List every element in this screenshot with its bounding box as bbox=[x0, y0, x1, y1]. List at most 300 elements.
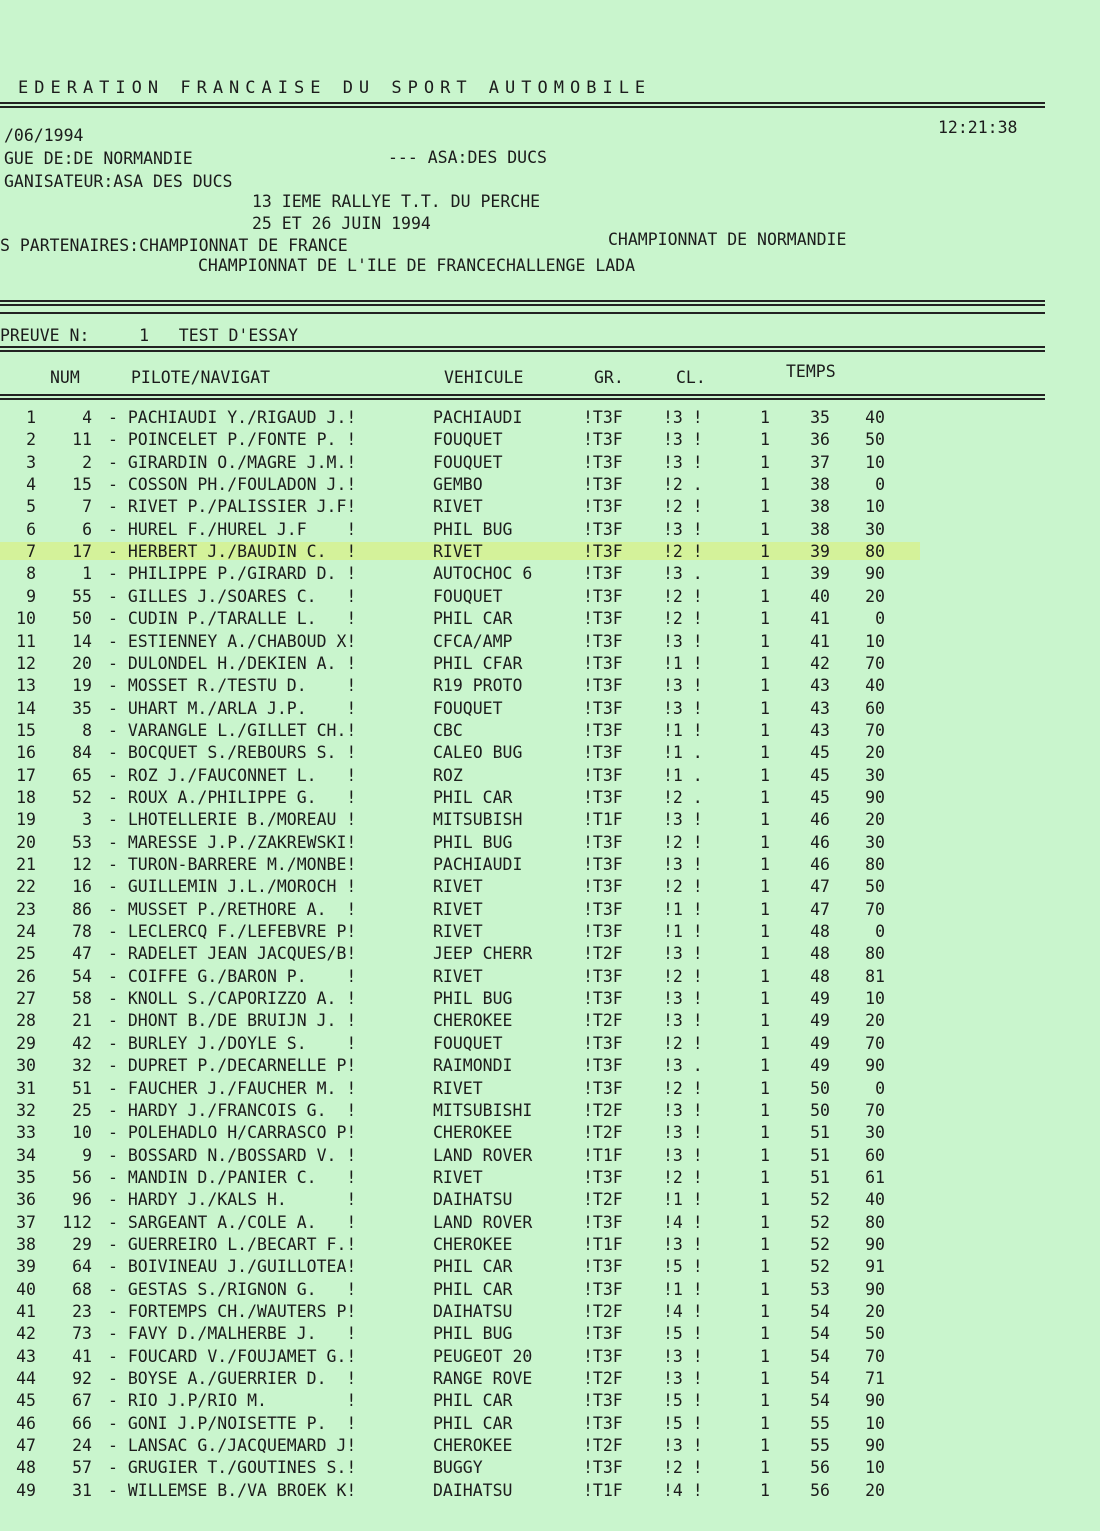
row-seconds: 20 bbox=[865, 743, 885, 763]
row-lap: 1 bbox=[760, 542, 770, 562]
row-seconds: 20 bbox=[865, 586, 885, 606]
row-rank: 1 bbox=[26, 408, 36, 427]
row-seconds: 90 bbox=[865, 1279, 885, 1299]
section-rule-2 bbox=[0, 312, 1045, 314]
row-vehicule: RIVET bbox=[433, 497, 483, 517]
row-vehicule: PHIL CFAR bbox=[433, 653, 523, 673]
row-lap: 1 bbox=[760, 1302, 770, 1321]
row-lap: 1 bbox=[760, 1480, 770, 1500]
row-seconds: 20 bbox=[865, 1011, 885, 1031]
row-minutes: 42 bbox=[810, 653, 830, 673]
row-vehicule: RIVET bbox=[433, 542, 483, 562]
row-seconds: 20 bbox=[865, 810, 885, 830]
row-group: !T3F bbox=[583, 430, 623, 450]
row-minutes: 38 bbox=[810, 475, 830, 495]
row-minutes: 51 bbox=[810, 1145, 830, 1165]
row-num: 112 bbox=[62, 1212, 92, 1232]
row-class: !1 ! bbox=[663, 922, 703, 942]
row-pilote: - ROZ J./FAUCONNET L. ! bbox=[108, 765, 357, 785]
row-num: 15 bbox=[72, 475, 92, 495]
row-pilote: - POLEHADLO H/CARRASCO P! bbox=[108, 1123, 357, 1143]
row-minutes: 45 bbox=[810, 787, 830, 807]
col-cl: CL. bbox=[676, 368, 706, 387]
row-group: !T1F bbox=[583, 1145, 623, 1165]
row-class: !3 ! bbox=[663, 989, 703, 1009]
table-row bbox=[0, 989, 1000, 1011]
row-seconds: 90 bbox=[865, 564, 885, 584]
event-dates: 25 ET 26 JUIN 1994 bbox=[252, 214, 431, 233]
row-minutes: 49 bbox=[810, 1056, 830, 1076]
row-vehicule: PACHIAUDI bbox=[433, 855, 523, 874]
row-class: !4 ! bbox=[663, 1480, 703, 1500]
row-num: 31 bbox=[72, 1480, 92, 1500]
row-vehicule: LAND ROVER bbox=[433, 1145, 533, 1165]
row-seconds: 90 bbox=[865, 1234, 885, 1254]
row-rank: 28 bbox=[16, 1011, 36, 1031]
row-pilote: - ESTIENNEY A./CHABOUD X! bbox=[108, 631, 357, 651]
row-group: !T3F bbox=[583, 1167, 623, 1187]
col-vehicule: VEHICULE bbox=[444, 368, 524, 387]
row-seconds: 40 bbox=[865, 1190, 885, 1210]
table-row bbox=[0, 1257, 1000, 1279]
table-row bbox=[0, 1034, 1000, 1056]
row-lap: 1 bbox=[760, 430, 770, 450]
row-seconds: 90 bbox=[865, 1056, 885, 1076]
table-row bbox=[0, 408, 1000, 430]
row-minutes: 55 bbox=[810, 1413, 830, 1433]
table-row bbox=[0, 587, 1000, 609]
row-rank: 39 bbox=[16, 1257, 36, 1277]
row-lap: 1 bbox=[760, 1369, 770, 1389]
row-num: 29 bbox=[72, 1234, 92, 1254]
row-vehicule: BUGGY bbox=[433, 1458, 483, 1478]
row-lap: 1 bbox=[760, 519, 770, 539]
row-seconds: 70 bbox=[865, 899, 885, 919]
row-pilote: - LHOTELLERIE B./MOREAU ! bbox=[108, 810, 357, 830]
row-lap: 1 bbox=[760, 676, 770, 696]
row-seconds: 30 bbox=[865, 765, 885, 785]
row-class: !3 ! bbox=[663, 1346, 703, 1366]
row-rank: 14 bbox=[16, 698, 36, 718]
row-pilote: - PHILIPPE P./GIRARD D. ! bbox=[108, 564, 357, 584]
row-minutes: 46 bbox=[810, 832, 830, 852]
row-lap: 1 bbox=[760, 1190, 770, 1210]
row-pilote: - HARDY J./KALS H. ! bbox=[108, 1190, 357, 1210]
row-num: 12 bbox=[72, 855, 92, 874]
row-num: 20 bbox=[72, 653, 92, 673]
row-vehicule: CBC bbox=[433, 720, 463, 740]
row-lap: 1 bbox=[760, 810, 770, 830]
row-vehicule: JEEP CHERR bbox=[433, 944, 533, 964]
row-vehicule: RANGE ROVE bbox=[433, 1369, 533, 1389]
row-minutes: 52 bbox=[810, 1257, 830, 1277]
row-seconds: 71 bbox=[865, 1369, 885, 1389]
row-minutes: 37 bbox=[810, 452, 830, 472]
row-rank: 15 bbox=[16, 720, 36, 740]
row-vehicule: CHEROKEE bbox=[433, 1436, 513, 1456]
row-seconds: 70 bbox=[865, 653, 885, 673]
row-minutes: 56 bbox=[810, 1480, 830, 1500]
row-seconds: 60 bbox=[865, 1145, 885, 1165]
row-seconds: 70 bbox=[865, 1346, 885, 1366]
table-row bbox=[0, 1369, 1000, 1391]
row-rank: 34 bbox=[16, 1145, 36, 1165]
table-row bbox=[0, 1481, 1000, 1503]
table-row bbox=[0, 699, 1000, 721]
row-seconds: 10 bbox=[865, 631, 885, 651]
row-class: !2 ! bbox=[663, 832, 703, 852]
row-lap: 1 bbox=[760, 497, 770, 517]
table-row bbox=[0, 1168, 1000, 1190]
table-row bbox=[0, 1302, 1000, 1324]
row-minutes: 50 bbox=[810, 1100, 830, 1120]
table-row bbox=[0, 1324, 1000, 1346]
row-group: !T2F bbox=[583, 944, 623, 964]
row-group: !T1F bbox=[583, 810, 623, 830]
row-pilote: - MARESSE J.P./ZAKREWSKI! bbox=[108, 832, 357, 852]
table-row bbox=[0, 430, 1000, 452]
row-group: !T3F bbox=[583, 989, 623, 1009]
row-minutes: 50 bbox=[810, 1078, 830, 1098]
row-class: !2 ! bbox=[663, 609, 703, 629]
row-seconds: 50 bbox=[865, 877, 885, 897]
table-row bbox=[0, 1011, 1000, 1033]
row-rank: 7 bbox=[26, 542, 36, 562]
row-lap: 1 bbox=[760, 564, 770, 584]
row-pilote: - HUREL F./HUREL J.F ! bbox=[108, 519, 357, 539]
row-num: 53 bbox=[72, 832, 92, 852]
row-group: !T2F bbox=[583, 1100, 623, 1120]
row-class: !3 ! bbox=[663, 1123, 703, 1143]
row-num: 16 bbox=[72, 877, 92, 897]
row-lap: 1 bbox=[760, 966, 770, 986]
row-pilote: - BOSSARD N./BOSSARD V. ! bbox=[108, 1145, 357, 1165]
row-lap: 1 bbox=[760, 1279, 770, 1299]
row-minutes: 41 bbox=[810, 609, 830, 629]
row-group: !T3F bbox=[583, 899, 623, 919]
table-row bbox=[0, 1056, 1000, 1078]
row-num: 64 bbox=[72, 1257, 92, 1277]
row-rank: 20 bbox=[16, 832, 36, 852]
row-group: !T2F bbox=[583, 1123, 623, 1143]
table-row bbox=[0, 1213, 1000, 1235]
row-lap: 1 bbox=[760, 855, 770, 874]
row-num: 32 bbox=[72, 1056, 92, 1076]
row-num: 1 bbox=[82, 564, 92, 584]
row-class: !1 ! bbox=[663, 720, 703, 740]
row-minutes: 47 bbox=[810, 899, 830, 919]
row-lap: 1 bbox=[760, 1123, 770, 1143]
row-minutes: 54 bbox=[810, 1324, 830, 1344]
row-rank: 19 bbox=[16, 810, 36, 830]
row-minutes: 45 bbox=[810, 765, 830, 785]
row-num: 14 bbox=[72, 631, 92, 651]
row-minutes: 41 bbox=[810, 631, 830, 651]
row-class: !5 ! bbox=[663, 1257, 703, 1277]
row-pilote: - RIO J.P/RIO M. ! bbox=[108, 1391, 357, 1411]
row-lap: 1 bbox=[760, 922, 770, 942]
row-vehicule: FOUQUET bbox=[433, 430, 503, 450]
col-gr: GR. bbox=[594, 368, 624, 387]
federation-title: EDERATION FRANCAISE DU SPORT AUTOMOBILE bbox=[18, 78, 652, 98]
row-class: !3 . bbox=[663, 1056, 703, 1076]
row-num: 56 bbox=[72, 1167, 92, 1187]
row-vehicule: RIVET bbox=[433, 899, 483, 919]
row-rank: 47 bbox=[16, 1436, 36, 1456]
row-minutes: 52 bbox=[810, 1212, 830, 1232]
row-rank: 8 bbox=[26, 564, 36, 584]
row-vehicule: FOUQUET bbox=[433, 452, 503, 472]
row-class: !4 ! bbox=[663, 1302, 703, 1321]
table-row bbox=[0, 766, 1000, 788]
partners-line-2: CHAMPIONNAT DE L'ILE DE FRANCECHALLENGE LADA bbox=[198, 256, 636, 275]
row-seconds: 0 bbox=[875, 475, 885, 495]
row-rank: 5 bbox=[26, 497, 36, 517]
row-lap: 1 bbox=[760, 1011, 770, 1031]
row-num: 92 bbox=[72, 1369, 92, 1389]
row-num: 21 bbox=[72, 1011, 92, 1031]
row-seconds: 10 bbox=[865, 1458, 885, 1478]
row-num: 84 bbox=[72, 743, 92, 763]
event-name: 13 IEME RALLYE T.T. DU PERCHE bbox=[252, 192, 541, 211]
row-rank: 42 bbox=[16, 1324, 36, 1344]
row-class: !3 ! bbox=[663, 519, 703, 539]
row-pilote: - GESTAS S./RIGNON G. ! bbox=[108, 1279, 357, 1299]
row-num: 17 bbox=[72, 542, 92, 562]
row-group: !T3F bbox=[583, 765, 623, 785]
row-pilote: - DUPRET P./DECARNELLE P! bbox=[108, 1056, 357, 1076]
row-group: !T3F bbox=[583, 787, 623, 807]
table-row bbox=[0, 810, 1000, 832]
row-vehicule: GEMBO bbox=[433, 475, 483, 495]
row-lap: 1 bbox=[760, 408, 770, 427]
row-rank: 23 bbox=[16, 899, 36, 919]
row-pilote: - HERBERT J./BAUDIN C. ! bbox=[108, 542, 357, 562]
table-row bbox=[0, 1235, 1000, 1257]
row-minutes: 43 bbox=[810, 676, 830, 696]
row-pilote: - WILLEMSE B./VA BROEK K! bbox=[108, 1480, 357, 1500]
row-class: !3 ! bbox=[663, 855, 703, 874]
row-vehicule: RIVET bbox=[433, 1167, 483, 1187]
row-minutes: 43 bbox=[810, 720, 830, 740]
row-num: 86 bbox=[72, 899, 92, 919]
row-seconds: 60 bbox=[865, 698, 885, 718]
partners-line-1b: CHAMPIONNAT DE NORMANDIE bbox=[608, 230, 847, 249]
table-row bbox=[0, 900, 1000, 922]
row-num: 35 bbox=[72, 698, 92, 718]
row-minutes: 51 bbox=[810, 1167, 830, 1187]
row-vehicule: RIVET bbox=[433, 1078, 483, 1098]
row-class: !1 . bbox=[663, 743, 703, 763]
row-minutes: 39 bbox=[810, 564, 830, 584]
row-group: !T3F bbox=[583, 1324, 623, 1344]
row-pilote: - KNOLL S./CAPORIZZO A. ! bbox=[108, 989, 357, 1009]
row-seconds: 70 bbox=[865, 1100, 885, 1120]
row-group: !T3F bbox=[583, 497, 623, 517]
row-minutes: 53 bbox=[810, 1279, 830, 1299]
report-time: 12:21:38 bbox=[938, 118, 1018, 137]
row-seconds: 40 bbox=[865, 408, 885, 427]
row-rank: 46 bbox=[16, 1413, 36, 1433]
row-pilote: - CUDIN P./TARALLE L. ! bbox=[108, 609, 357, 629]
row-rank: 35 bbox=[16, 1167, 36, 1187]
row-vehicule: PACHIAUDI bbox=[433, 408, 523, 427]
table-row bbox=[0, 632, 1000, 654]
table-row bbox=[0, 967, 1000, 989]
row-group: !T3F bbox=[583, 475, 623, 495]
row-class: !1 ! bbox=[663, 653, 703, 673]
row-group: !T3F bbox=[583, 609, 623, 629]
table-row bbox=[0, 1146, 1000, 1168]
row-pilote: - MOSSET R./TESTU D. ! bbox=[108, 676, 357, 696]
table-row bbox=[0, 1079, 1000, 1101]
table-row bbox=[0, 453, 1000, 475]
row-vehicule: PHIL CAR bbox=[433, 1257, 513, 1277]
row-minutes: 48 bbox=[810, 966, 830, 986]
row-class: !3 ! bbox=[663, 430, 703, 450]
row-group: !T1F bbox=[583, 1234, 623, 1254]
row-num: 57 bbox=[72, 1458, 92, 1478]
row-vehicule: PHIL BUG bbox=[433, 832, 513, 852]
row-vehicule: RIVET bbox=[433, 922, 483, 942]
row-rank: 17 bbox=[16, 765, 36, 785]
row-vehicule: FOUQUET bbox=[433, 586, 503, 606]
table-row bbox=[0, 654, 1000, 676]
row-seconds: 10 bbox=[865, 497, 885, 517]
row-lap: 1 bbox=[760, 1324, 770, 1344]
row-rank: 6 bbox=[26, 519, 36, 539]
row-num: 23 bbox=[72, 1302, 92, 1321]
row-class: !3 ! bbox=[663, 1011, 703, 1031]
row-rank: 36 bbox=[16, 1190, 36, 1210]
row-rank: 48 bbox=[16, 1458, 36, 1478]
row-num: 7 bbox=[82, 497, 92, 517]
row-lap: 1 bbox=[760, 452, 770, 472]
epreuve-line: PREUVE N: 1 TEST D'ESSAY bbox=[0, 326, 299, 345]
row-pilote: - COIFFE G./BARON P. ! bbox=[108, 966, 357, 986]
row-class: !3 ! bbox=[663, 408, 703, 427]
row-vehicule: RIVET bbox=[433, 877, 483, 897]
row-pilote: - UHART M./ARLA J.P. ! bbox=[108, 698, 357, 718]
row-rank: 49 bbox=[16, 1480, 36, 1500]
row-rank: 22 bbox=[16, 877, 36, 897]
row-minutes: 54 bbox=[810, 1302, 830, 1321]
row-group: !T2F bbox=[583, 1190, 623, 1210]
row-group: !T3F bbox=[583, 676, 623, 696]
row-seconds: 80 bbox=[865, 1212, 885, 1232]
row-pilote: - ROUX A./PHILIPPE G. ! bbox=[108, 787, 357, 807]
row-pilote: - BURLEY J./DOYLE S. ! bbox=[108, 1033, 357, 1053]
row-num: 78 bbox=[72, 922, 92, 942]
row-lap: 1 bbox=[760, 1391, 770, 1411]
row-class: !3 ! bbox=[663, 944, 703, 964]
row-pilote: - FAUCHER J./FAUCHER M. ! bbox=[108, 1078, 357, 1098]
row-pilote: - LANSAC G./JACQUEMARD J! bbox=[108, 1436, 357, 1456]
row-lap: 1 bbox=[760, 1212, 770, 1232]
row-group: !T1F bbox=[583, 1480, 623, 1500]
row-group: !T2F bbox=[583, 1011, 623, 1031]
row-vehicule: AUTOCHOC 6 bbox=[433, 564, 533, 584]
row-minutes: 51 bbox=[810, 1123, 830, 1143]
row-seconds: 30 bbox=[865, 1123, 885, 1143]
table-row bbox=[0, 475, 1000, 497]
row-seconds: 10 bbox=[865, 452, 885, 472]
row-num: 51 bbox=[72, 1078, 92, 1098]
row-group: !T3F bbox=[583, 1413, 623, 1433]
row-group: !T3F bbox=[583, 1033, 623, 1053]
row-class: !3 ! bbox=[663, 1145, 703, 1165]
row-minutes: 47 bbox=[810, 877, 830, 897]
row-class: !3 ! bbox=[663, 1436, 703, 1456]
row-num: 50 bbox=[72, 609, 92, 629]
row-seconds: 90 bbox=[865, 787, 885, 807]
table-row bbox=[0, 944, 1000, 966]
row-class: !5 ! bbox=[663, 1413, 703, 1433]
table-row bbox=[0, 1101, 1000, 1123]
table-row bbox=[0, 1123, 1000, 1145]
row-seconds: 90 bbox=[865, 1391, 885, 1411]
row-num: 2 bbox=[82, 452, 92, 472]
row-minutes: 54 bbox=[810, 1346, 830, 1366]
row-lap: 1 bbox=[760, 1100, 770, 1120]
row-group: !T3F bbox=[583, 922, 623, 942]
row-class: !2 ! bbox=[663, 542, 703, 562]
row-rank: 33 bbox=[16, 1123, 36, 1143]
row-lap: 1 bbox=[760, 698, 770, 718]
row-num: 66 bbox=[72, 1413, 92, 1433]
row-minutes: 35 bbox=[810, 408, 830, 427]
row-group: !T3F bbox=[583, 1056, 623, 1076]
row-pilote: - HARDY J./FRANCOIS G. ! bbox=[108, 1100, 357, 1120]
table-row bbox=[0, 520, 1000, 542]
row-group: !T3F bbox=[583, 855, 623, 874]
row-class: !2 ! bbox=[663, 1033, 703, 1053]
row-class: !3 ! bbox=[663, 1369, 703, 1389]
row-rank: 31 bbox=[16, 1078, 36, 1098]
row-lap: 1 bbox=[760, 1033, 770, 1053]
table-row bbox=[0, 922, 1000, 944]
row-seconds: 30 bbox=[865, 832, 885, 852]
row-rank: 4 bbox=[26, 475, 36, 495]
row-class: !2 ! bbox=[663, 1167, 703, 1187]
table-row bbox=[0, 877, 1000, 899]
row-pilote: - DHONT B./DE BRUIJN J. ! bbox=[108, 1011, 357, 1031]
row-group: !T3F bbox=[583, 1279, 623, 1299]
row-rank: 29 bbox=[16, 1033, 36, 1053]
section-rule bbox=[0, 300, 1045, 306]
row-num: 3 bbox=[82, 810, 92, 830]
row-class: !2 . bbox=[663, 787, 703, 807]
row-seconds: 0 bbox=[875, 1078, 885, 1098]
row-rank: 18 bbox=[16, 787, 36, 807]
table-row bbox=[0, 833, 1000, 855]
row-minutes: 39 bbox=[810, 542, 830, 562]
row-minutes: 38 bbox=[810, 519, 830, 539]
row-pilote: - GONI J.P/NOISETTE P. ! bbox=[108, 1413, 357, 1433]
row-minutes: 48 bbox=[810, 944, 830, 964]
row-lap: 1 bbox=[760, 720, 770, 740]
row-rank: 10 bbox=[16, 609, 36, 629]
row-lap: 1 bbox=[760, 989, 770, 1009]
row-lap: 1 bbox=[760, 743, 770, 763]
row-minutes: 45 bbox=[810, 743, 830, 763]
row-pilote: - LECLERCQ F./LEFEBVRE P! bbox=[108, 922, 357, 942]
row-lap: 1 bbox=[760, 787, 770, 807]
row-seconds: 80 bbox=[865, 944, 885, 964]
row-vehicule: FOUQUET bbox=[433, 698, 503, 718]
row-num: 68 bbox=[72, 1279, 92, 1299]
row-class: !3 ! bbox=[663, 698, 703, 718]
